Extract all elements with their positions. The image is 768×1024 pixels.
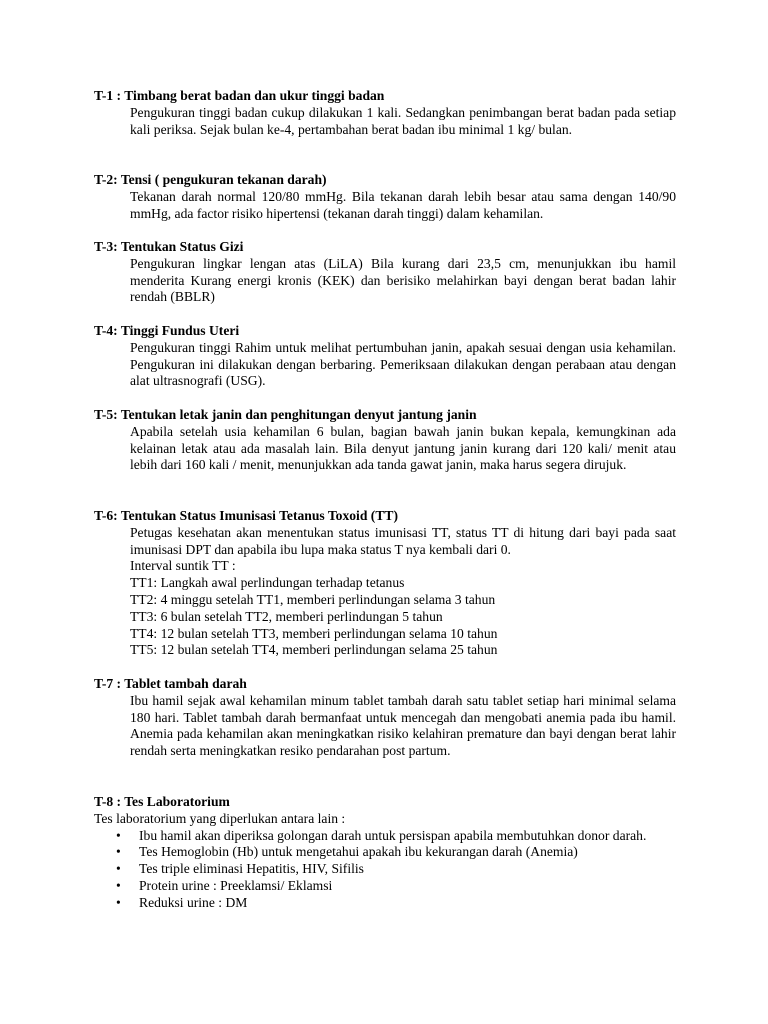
section-body: Tekanan darah normal 120/80 mmHg. Bila tekanan darah lebih besar atau sama dengan 140/90 mmHg, ada factor risiko hipertensi (tekanan darah tinggi) dalam kehamilan.	[130, 188, 676, 221]
section-body: Ibu hamil sejak awal kehamilan minum tablet tambah darah satu tablet setiap hari minimal selama 180 hari. Tablet tambah darah bermanfaat untuk mencegah dan mengobati anemia pada ibu hamil. Anemia pada kehamilan akan meningkatkan risiko kelahiran premature dan bayi dengan berat lahir rendah serta meningkatkan resiko pendarahan post partum.	[130, 692, 676, 759]
section-title: T-7 : Tablet tambah darah	[94, 676, 247, 691]
list-item	[94, 844, 676, 861]
section-t1	[94, 88, 676, 138]
section-t8	[94, 794, 676, 912]
section-title: T-6: Tentukan Status Imunisasi Tetanus Toxoid (TT)	[94, 508, 398, 523]
list-item-text: Ibu hamil akan diperiksa golongan darah untuk persispan apabila membutuhkan donor darah.	[139, 827, 647, 843]
section-title: T-8 : Tes Laboratorium	[94, 794, 230, 809]
list-item	[94, 878, 676, 895]
section-body: Apabila setelah usia kehamilan 6 bulan, bagian bawah janin bukan kepala, kemungkinan ada kelainan letak atau ada masalah lain. Bila denyut jantung janin kurang dari 120 kali/ menit atau lebih dari 160 kali / menit, menunjukkan ada tanda gawat janin, maka harus segera dirujuk.	[130, 423, 676, 473]
tt-line: TT4: 12 bulan setelah TT3, memberi perlindungan selama 10 tahun	[130, 625, 498, 641]
section-title: T-1 : Timbang berat badan dan ukur tinggi badan	[94, 88, 385, 103]
bullet-icon: •	[116, 877, 121, 893]
section-title: T-2: Tensi ( pengukuran tekanan darah)	[94, 172, 327, 187]
bullet-icon: •	[116, 827, 121, 843]
list-item-text: Reduksi urine : DM	[139, 894, 248, 910]
tt-line: TT1: Langkah awal perlindungan terhadap tetanus	[130, 575, 405, 591]
list-item	[94, 828, 676, 845]
section-body: Pengukuran tinggi badan cukup dilakukan 1 kali. Sedangkan penimbangan berat badan pada setiap kali periksa. Sejak bulan ke-4, pertambahan berat badan ibu minimal 1 kg/ bulan.	[130, 104, 676, 137]
section-t7	[94, 676, 676, 760]
section-body: Pengukuran lingkar lengan atas (LiLA) Bila kurang dari 23,5 cm, menunjukkan ibu hamil menderita Kurang energi kronis (KEK) dan berisiko melahirkan bayi dengan berat badan lahir rendah (BBLR)	[130, 255, 676, 305]
section-intro: Tes laboratorium yang diperlukan antara lain :	[94, 810, 346, 826]
interval-heading: Interval suntik TT :	[130, 558, 236, 574]
section-t5	[94, 407, 676, 474]
section-body	[130, 525, 676, 659]
section-t4	[94, 323, 676, 390]
section-title: T-4: Tinggi Fundus Uteri	[94, 323, 240, 338]
list-item-text: Tes triple eliminasi Hepatitis, HIV, Sifilis	[139, 861, 364, 877]
tt-line: TT5: 12 bulan setelah TT4, memberi perlindungan selama 25 tahun	[130, 642, 498, 658]
section-body: Pengukuran tinggi Rahim untuk melihat pertumbuhan janin, apakah sesuai dengan usia kehamilan. Pengukuran ini dilakukan dengan berbaring. Pemeriksaan dilakukan dengan perabaan atau dengan alat ultrasnografi (USG).	[130, 339, 676, 389]
section-text: Petugas kesehatan akan menentukan status imunisasi TT, status TT di hitung dari bayi pada saat imunisasi DPT dan apabila ibu lupa maka status T nya kembali dari 0.	[130, 524, 676, 557]
list-item	[94, 895, 676, 912]
bullet-icon: •	[116, 844, 121, 860]
list-item	[94, 861, 676, 878]
list-item-text: Tes Hemoglobin (Hb) untuk mengetahui apakah ibu kekurangan darah (Anemia)	[139, 844, 578, 860]
lab-test-list	[94, 828, 676, 912]
bullet-icon: •	[116, 894, 121, 910]
section-t3	[94, 239, 676, 306]
section-t2	[94, 172, 676, 222]
section-title: T-5: Tentukan letak janin dan penghitungan denyut jantung janin	[94, 407, 477, 422]
section-t6	[94, 508, 676, 659]
bullet-icon: •	[116, 861, 121, 877]
tt-line: TT3: 6 bulan setelah TT2, memberi perlindungan 5 tahun	[130, 608, 443, 624]
tt-line: TT2: 4 minggu setelah TT1, memberi perlindungan selama 3 tahun	[130, 591, 496, 607]
list-item-text: Protein urine : Preeklamsi/ Eklamsi	[139, 877, 333, 893]
section-title: T-3: Tentukan Status Gizi	[94, 239, 244, 254]
